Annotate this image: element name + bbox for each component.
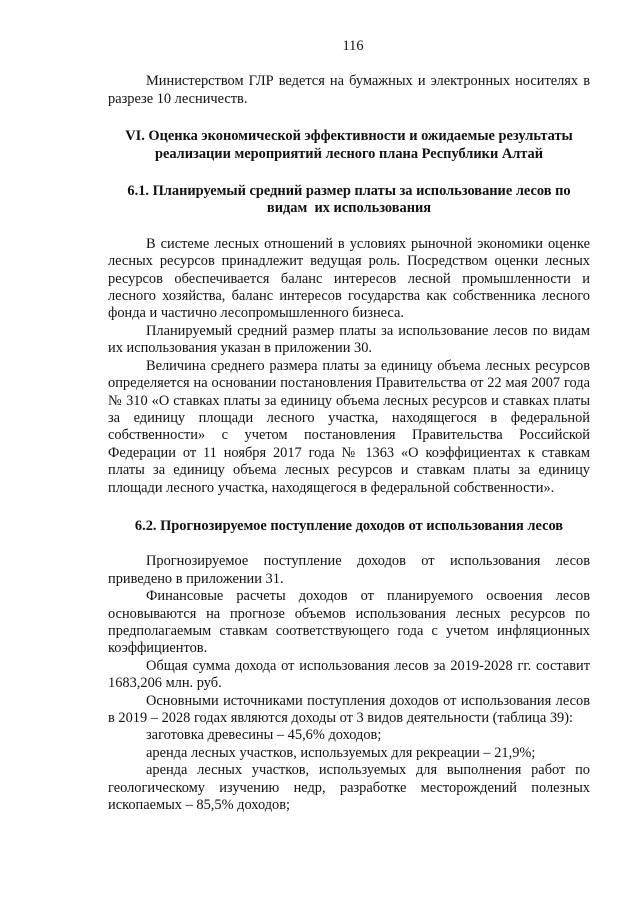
paragraph-6-2-4: Основными источниками поступления доходов от использования лесов в 2019 – 2028 годах являются доходы от 3 видов деятельности (таблица 39): xyxy=(108,692,590,726)
paragraph-6-1-3: Величина среднего размера платы за единицу объема лесных ресурсов определяется на основании постановления Правительства от 22 мая 2007 года № 310 «О ставках платы за единицу объема лесных ресурсов и ставках платы за единицу площади лесного участка, находящегося в федеральной собственности» с учетом постановления Правительства Российской Федерации от 11 ноября 2017 года № 1363 «О коэффициентах к ставкам платы за единицу объема лесных ресурсов и ставкам платы за единицу площади лесного участка, находящегося в федеральной собственности». xyxy=(108,357,590,496)
paragraph-6-2-1: Прогнозируемое поступление доходов от использования лесов приведено в приложении 31. xyxy=(108,553,590,587)
section-heading xyxy=(108,128,590,163)
page-number: 116 xyxy=(342,38,364,54)
list-item: заготовка древесины – 45,6% доходов; xyxy=(146,727,382,744)
subsection-heading-6-2: 6.2. Прогнозируемое поступление доходов от использования лесов xyxy=(134,517,564,534)
section-heading-line-1: VI. Оценка экономической эффективности и ожидаемые результаты xyxy=(125,128,573,145)
subsection-heading-6-1 xyxy=(108,183,590,218)
list-item: аренда лесных участков, используемых для рекреации – 21,9%; xyxy=(146,744,536,761)
intro-paragraph: Министерством ГЛР ведется на бумажных и электронных носителях в разрезе 10 лесничеств. xyxy=(108,73,590,107)
paragraph-6-1-2: Планируемый средний размер платы за использование лесов по видам их использования указан в приложении 30. xyxy=(108,322,590,357)
list-item: аренда лесных участков, используемых для выполнения работ по геологическому изучению недр, разработке месторождений полезных ископаемых – 85,5% доходов; xyxy=(108,762,590,814)
paragraph-6-2-2: Финансовые расчеты доходов от планируемого освоения лесов основываются на прогнозе объемов использования лесных ресурсов по предполагаемым ставкам соответствующего года с учетом инфляционных коэффициентов. xyxy=(108,588,590,657)
paragraph-6-2-3: Общая сумма дохода от использования лесов за 2019-2028 гг. составит 1683,206 млн. руб. xyxy=(108,657,590,692)
subsection-heading-6-1-line-1: 6.1. Планируемый средний размер платы за использование лесов по xyxy=(127,183,571,200)
paragraph-6-1-1: В системе лесных отношений в условиях рыночной экономики оценке лесных ресурсов принадлежит ведущая роль. Посредством оценки лесных ресурсов обеспечивается баланс интересов лесной промышленности и лесного хозяйства, баланс интересов государства как собственника лесного фонда и частично лесопромышленного бизнеса. xyxy=(108,235,590,322)
section-heading-line-2: реализации мероприятий лесного плана Республики Алтай xyxy=(154,145,544,162)
subsection-heading-6-1-line-2: видам их использования xyxy=(266,200,432,217)
